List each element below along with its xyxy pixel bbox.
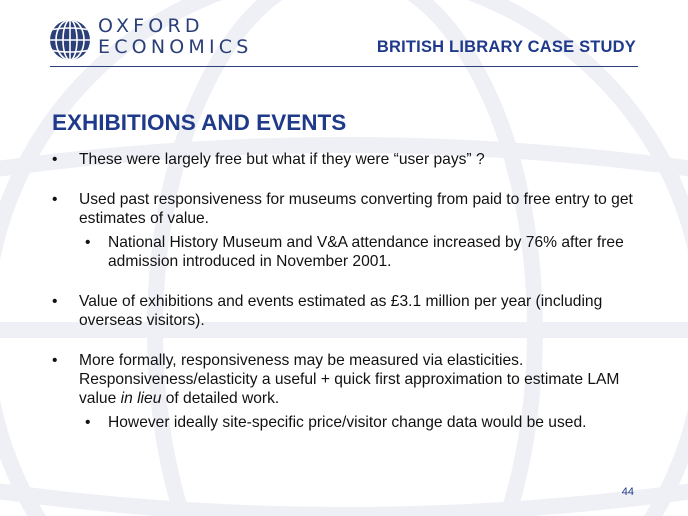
slide-body [52, 150, 652, 432]
page-number: 44 [621, 486, 634, 498]
bullet-3-text: Value of exhibitions and events estimated as £3.1 million per year (including overseas visitors). [79, 293, 603, 329]
bullet-4-text [79, 352, 619, 407]
header-divider [50, 66, 638, 67]
bullet-2-sub-text: National History Museum and V&A attendance increased by 76% after free admission introduced in November 2001. [108, 234, 624, 270]
bullet-1 [52, 150, 652, 169]
slide-title: EXHIBITIONS AND EVENTS [52, 110, 347, 135]
sub-bullet-dot: • [85, 414, 91, 431]
case-study-heading: BRITISH LIBRARY CASE STUDY [376, 38, 636, 56]
bullet-1-text: These were largely free but what if they were “user pays” ? [79, 151, 485, 168]
bullet-dot: • [52, 352, 58, 369]
bullet-3 [52, 292, 652, 330]
sub-bullet-dot: • [85, 234, 91, 251]
bullet-2-text: Used past responsiveness for museums converting from paid to free entry to get estimates of value. [79, 191, 633, 227]
bullet-dot: • [52, 293, 58, 310]
logo-line-oxford: OXFORD [98, 15, 204, 37]
bullet-dot: • [52, 151, 58, 168]
bullet-4-sub [52, 413, 652, 432]
bullet-4-sub-text: However ideally site-specific price/visitor change data would be used. [108, 414, 587, 431]
bullet-dot: • [52, 191, 58, 208]
bullet-4-text-before: More formally, responsiveness may be measured via elasticities. Responsiveness/elasticity a useful + quick first approximation to estimate LAM value [79, 352, 620, 407]
bullet-4 [52, 351, 652, 408]
bullet-2-sub [52, 233, 652, 271]
bullet-4-text-after: of detailed work. [161, 390, 280, 407]
bullet-2 [52, 190, 652, 228]
bullet-4-text-italic: in lieu [120, 390, 162, 407]
globe-icon [48, 18, 92, 62]
logo-line-economics: ECONOMICS [98, 36, 253, 58]
logo-wordmark [98, 16, 253, 58]
